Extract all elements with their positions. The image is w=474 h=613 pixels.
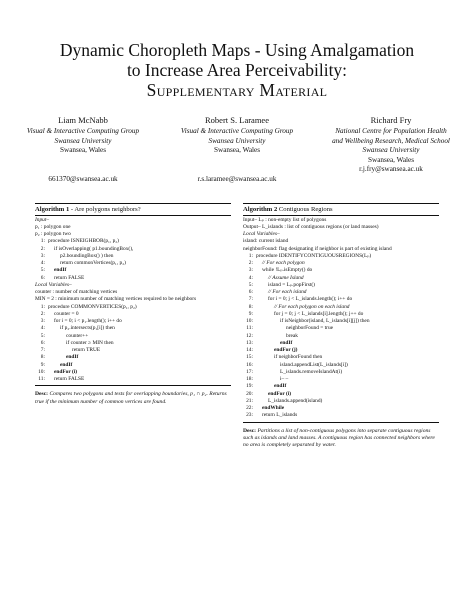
author-university: Swansea University (54, 136, 112, 145)
algorithm-line (243, 246, 439, 253)
line-text: procedure IDENTIFYCONTIGUOUSREGIONS(Lₚ) (256, 252, 372, 259)
algorithm-line (243, 238, 439, 245)
line-text: endFor (i) (268, 390, 292, 397)
line-text: if isOverlapping( p1.boundingBox(), (54, 245, 134, 252)
line-text: endIf (274, 383, 287, 390)
line-text: island: current island (243, 238, 289, 245)
algorithm-line (243, 354, 439, 361)
line-number: 16: (246, 361, 253, 368)
algorithm-1-desc-text: Compares two polygons and tests for overlapping boundaries, p₁ ∩ p₂. Returns true if the minimum number of common vertices are found. (35, 391, 227, 405)
author-name: Richard Fry (370, 115, 412, 125)
line-number: 20: (246, 390, 253, 397)
algorithm-line (243, 224, 439, 231)
algorithm-2-body (243, 216, 439, 423)
line-number: 23: (246, 412, 253, 419)
line-number: 1: (248, 252, 253, 259)
line-text: island.appendList(L_islands[i]) (280, 361, 348, 368)
algorithm-line (243, 398, 439, 405)
algorithm-line (35, 253, 231, 260)
algorithm-line (35, 369, 231, 376)
line-text: // For each polygon on each island (274, 303, 350, 310)
line-number: 4: (40, 260, 45, 266)
algorithm-1-box (35, 203, 231, 406)
line-text: neighborFound: flag designating if neighbor is part of existing island (243, 245, 392, 252)
line-number: 2: (248, 260, 253, 266)
line-text: endWhile (262, 405, 285, 411)
line-number: 12: (246, 332, 253, 339)
line-text: for i = 0; i < p₁.length(); i++ do (54, 318, 122, 324)
author-3 (314, 115, 468, 175)
line-number: 8: (248, 303, 253, 310)
algorithm-line (243, 231, 439, 238)
algorithm-line (35, 217, 231, 224)
line-number: 10: (246, 318, 253, 324)
line-number: 9: (40, 361, 45, 368)
line-number: 17: (246, 368, 253, 375)
line-number: 7: (248, 296, 253, 303)
line-number: 14: (246, 347, 253, 353)
line-text: for i = 0; j < L_islands.length(); i++ do (268, 296, 353, 303)
line-text: p2.boundingBox() ) then (60, 252, 114, 259)
line-text: counter++ (66, 332, 89, 339)
line-number: 10: (38, 368, 45, 375)
line-text: for j = 0; j < L_islands[i].length(); j++ do (274, 310, 364, 317)
line-number: 6: (40, 339, 45, 346)
line-text: Output– L_islands : list of contiguous regions (or land masses) (243, 223, 379, 230)
algorithm-2-box (243, 203, 439, 449)
line-number: 5: (40, 332, 45, 339)
line-number: 6: (40, 274, 45, 281)
line-text: p₂ : polygon two (35, 231, 71, 237)
algorithm-2-label: Algorithm 2 (243, 205, 278, 213)
line-number: 1: (40, 303, 45, 310)
line-text: Local Variables– (243, 231, 280, 237)
algorithm-line (35, 333, 231, 340)
algorithm-line (243, 362, 439, 369)
author-2 (162, 115, 312, 184)
line-text: endFor (i) (54, 368, 78, 375)
line-number: 19: (246, 383, 253, 390)
algorithm-line (35, 362, 231, 369)
algorithm-line (35, 238, 231, 245)
algorithm-2-desc-label: Desc: (243, 427, 257, 434)
algorithm-line (243, 383, 439, 390)
line-text: L_islands.removeIslandAt(i) (280, 368, 343, 375)
line-text: if counter ≥ MIN then (66, 339, 114, 346)
algorithm-1-header (35, 203, 231, 216)
author-name: Robert S. Laramee (205, 115, 269, 125)
algorithm-line (243, 376, 439, 383)
algorithm-line (35, 267, 231, 274)
line-text: if neighborFound then (274, 354, 323, 361)
line-number: 2: (40, 245, 45, 252)
line-text: procedure ISNEIGHBOR(p₁, p₂) (48, 238, 119, 245)
author-location: Swansea, Wales (60, 146, 106, 155)
line-text: endIf (54, 267, 67, 274)
algorithm-1-description (35, 391, 231, 406)
line-text: // For each polygon (262, 260, 305, 266)
algorithm-line (243, 347, 439, 354)
author-location: Swansea, Wales (368, 155, 414, 164)
author-email: r.j.fry@swansea.ac.uk (359, 165, 423, 174)
line-number: 18: (246, 376, 253, 382)
line-text: neighborFound = true (286, 325, 334, 332)
line-text: i– – (280, 376, 289, 382)
line-text: Local Variables– (35, 281, 72, 288)
line-number: 3: (40, 252, 45, 259)
line-text: endIf (60, 361, 73, 368)
line-number: 11: (246, 325, 253, 332)
author-affiliation: Visual & Interactive Computing Group (180, 127, 294, 135)
line-number: 3: (248, 267, 253, 274)
algorithm-line (243, 318, 439, 325)
algorithm-line (35, 311, 231, 318)
algorithm-line (35, 260, 231, 267)
algorithm-line (243, 325, 439, 332)
algorithm-line (243, 296, 439, 303)
line-text: while !Lₚ.isEmpty() do (262, 267, 313, 274)
algorithm-line (35, 224, 231, 231)
line-text: Input– (35, 216, 50, 223)
algorithm-line (35, 275, 231, 282)
line-number: 15: (246, 354, 253, 361)
algorithm-line (243, 267, 439, 274)
line-text: island = Lₚ.popFirst() (268, 281, 315, 288)
line-number: 5: (40, 267, 45, 274)
line-text: counter : number of matching vertices (35, 289, 118, 295)
author-university: Swansea University (208, 136, 266, 145)
line-text: Input– Lₚ : non-empty list of polygons (243, 216, 327, 223)
algorithm-line (35, 376, 231, 383)
algorithm-line (243, 405, 439, 412)
line-number: 6: (248, 289, 253, 295)
line-text: procedure COMMONVERTICES(p₁, p₂) (48, 303, 137, 310)
line-number: 11: (38, 376, 45, 382)
algorithm-line (243, 391, 439, 398)
algorithm-line (35, 246, 231, 253)
author-affiliation-2: and Wellbeing Research, Medical School (332, 136, 450, 145)
line-number: 3: (40, 318, 45, 324)
line-number: 4: (248, 274, 253, 281)
algorithm-line (243, 282, 439, 289)
line-number: 13: (246, 339, 253, 346)
line-text: L_islands.append(island) (268, 397, 323, 404)
line-text: break (286, 332, 298, 339)
algorithm-1-desc-label: Desc: (35, 391, 49, 398)
title-line-1: Dynamic Choropleth Maps - Using Amalgamation (59, 40, 415, 60)
author-email: 661370@swansea.ac.uk (48, 174, 118, 183)
line-number: 9: (248, 310, 253, 317)
algorithm-line (243, 412, 439, 419)
algorithm-line (243, 311, 439, 318)
algorithm-line (35, 354, 231, 361)
author-affiliation: National Centre for Population Health (335, 127, 447, 135)
line-text: if p₂.intersects(p₁[i]) then (60, 325, 115, 332)
author-1 (8, 115, 158, 184)
algorithm-1-title: - Are polygons neighbors? (69, 205, 141, 213)
line-text: MIN = 2 : minimum number of matching vertices required to be neighbors (35, 296, 197, 303)
line-number: 4: (40, 325, 45, 332)
line-number: 5: (248, 281, 253, 288)
line-text: // Assume Island (268, 274, 304, 281)
algorithm-line (35, 304, 231, 311)
algorithm-line (243, 369, 439, 376)
line-text: return FALSE (54, 274, 85, 281)
algorithm-2-header (243, 203, 439, 216)
author-location: Swansea, Wales (214, 146, 260, 155)
algorithm-line (243, 253, 439, 260)
author-name: Liam McNabb (58, 115, 108, 125)
algorithm-line (35, 347, 231, 354)
algorithm-2-title: Contiguous Regions (277, 205, 333, 213)
line-text: endFor (j) (274, 347, 298, 353)
line-number: 8: (40, 354, 45, 361)
algorithm-line (243, 275, 439, 282)
algorithm-line (243, 217, 439, 224)
algorithm-line (243, 333, 439, 340)
algorithm-2-desc-text: Partitions a list of non-contiguous polygons into separate contiguous regions such as islands and land masses. A contiguous region has connected neighbors where no area is completely separated by water. (243, 427, 435, 449)
line-text: endIf (66, 354, 79, 361)
author-affiliation: Visual & Interactive Computing Group (26, 127, 140, 135)
line-number: 22: (246, 405, 253, 411)
algorithm-line (35, 325, 231, 332)
algorithm-line (243, 304, 439, 311)
algorithm-line (35, 296, 231, 303)
algorithm-line (35, 340, 231, 347)
author-email: r.s.laramee@swansea.ac.uk (197, 174, 277, 183)
algorithm-1-body (35, 216, 231, 387)
line-text: counter = 0 (54, 310, 79, 317)
line-text: return commonVertices(p₁, p₂) (60, 260, 126, 266)
line-number: 7: (40, 347, 45, 353)
line-text: if isNeighbor(island, L_islands[i][j]) then (280, 318, 370, 324)
line-text: // For each island (268, 289, 307, 295)
line-number: 2: (40, 310, 45, 317)
line-text: return FALSE (54, 376, 85, 382)
algorithm-line (35, 282, 231, 289)
line-text: p₁ : polygon one (35, 223, 71, 230)
line-text: return L_islands (262, 412, 298, 419)
algorithm-2-description (243, 428, 439, 450)
line-number: 1: (40, 238, 45, 245)
line-text: return TRUE (72, 347, 101, 353)
author-university: Swansea University (362, 146, 420, 155)
line-number: 21: (246, 397, 253, 404)
paper-title (0, 40, 474, 100)
algorithm-line (243, 340, 439, 347)
line-text: endIf (280, 339, 293, 346)
title-line-2: to Increase Area Perceivability: (126, 60, 348, 80)
title-line-3: Supplementary Material (146, 80, 328, 100)
algorithm-1-label: Algorithm 1 (35, 205, 70, 213)
